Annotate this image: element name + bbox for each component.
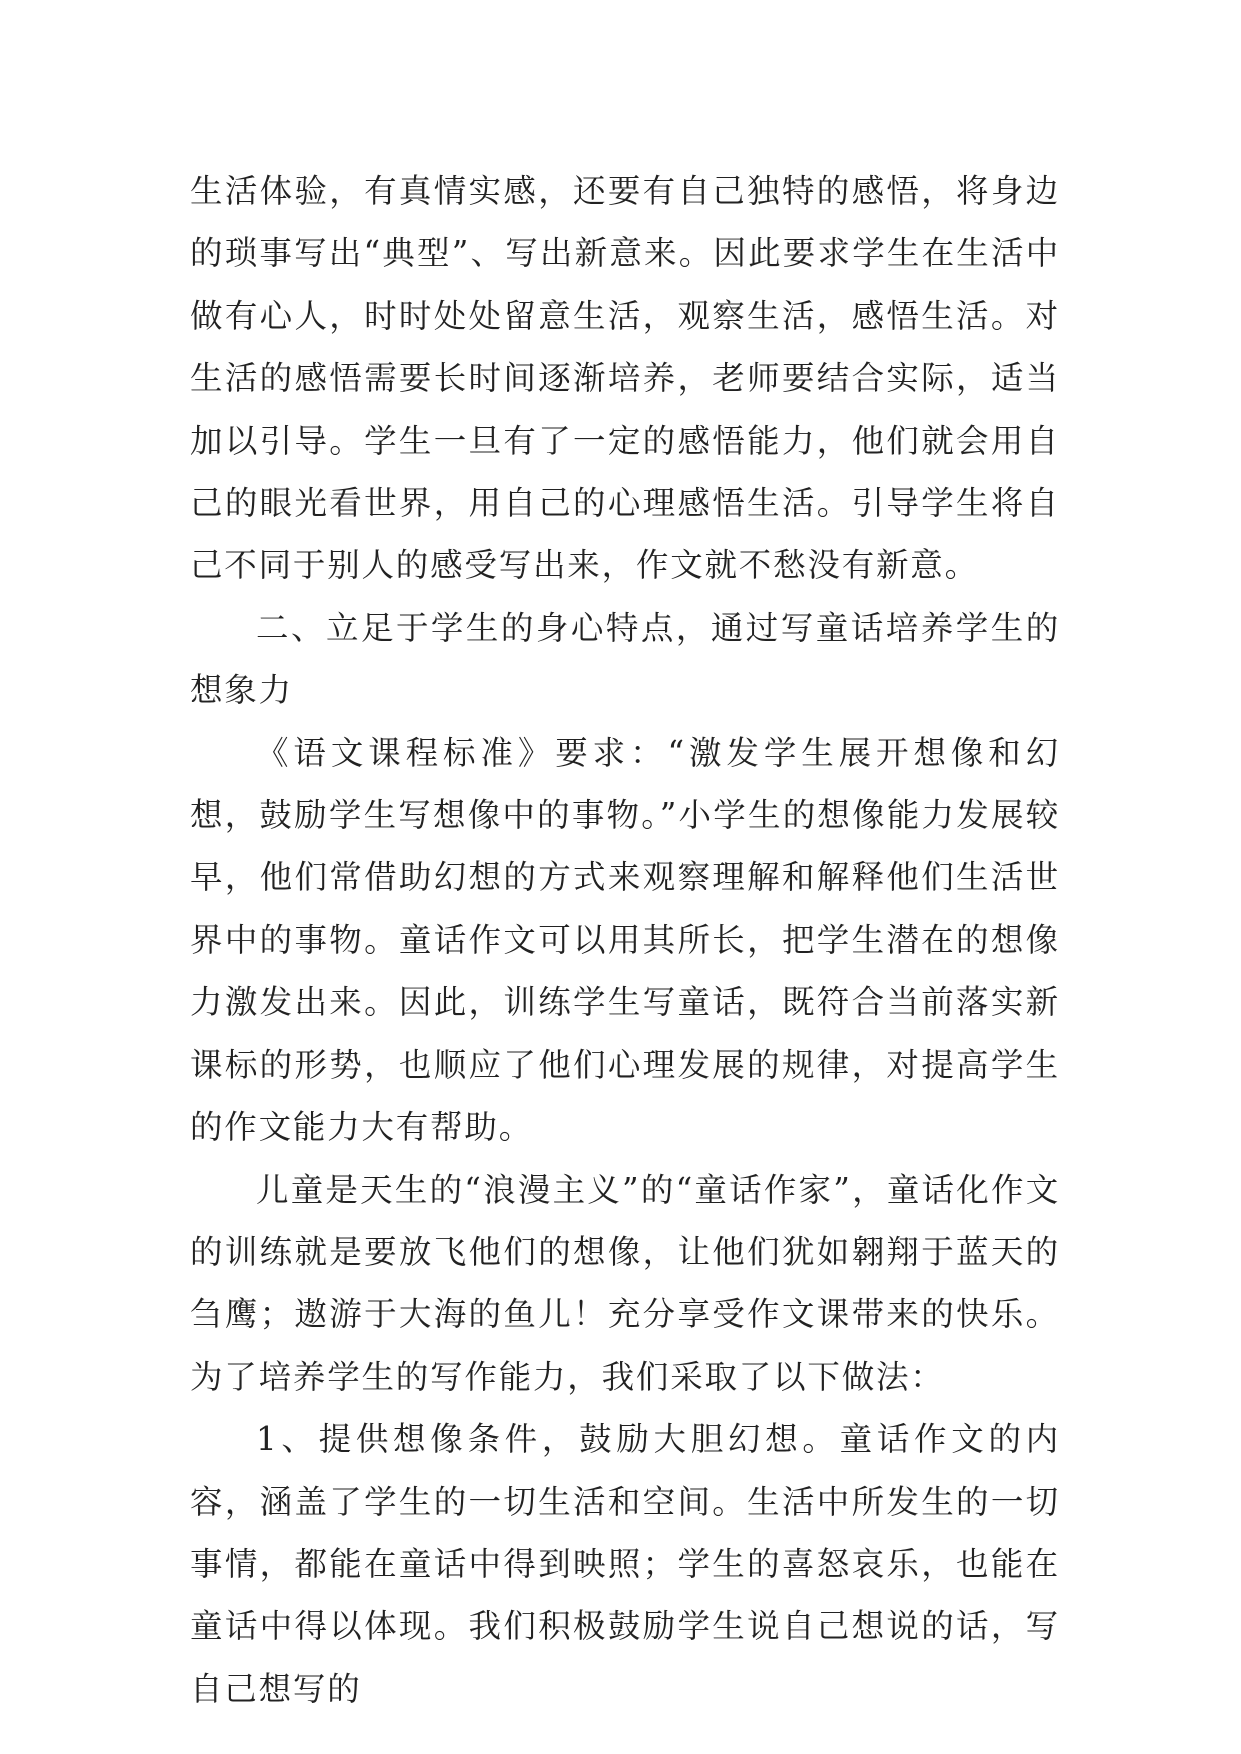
section-heading-2: 二、立足于学生的身心特点，通过写童话培养学生的想象力 (190, 608, 1060, 710)
paragraph-method-1: 1、提供想像条件，鼓励大胆幻想。童话作文的内容，涵盖了学生的一切生活和空间。生活中所发生的一切事情，都能在童话中得到映照；学生的喜怒哀乐，也能在童话中得以体现。我们积极鼓励学生说自己想说的话，写自己想写的 (190, 1420, 1060, 1708)
paragraph-curriculum-standard: 《语文课程标准》要求：“激发学生展开想像和幻想，鼓励学生写想像中的事物。”小学生的想像能力发展较早，他们常借助幻想的方式来观察理解和解释他们生活世界中的事物。童话作文可以用其所长，把学生潜在的想像力激发出来。因此，训练学生写童话，既符合当前落实新课标的形势，也顺应了他们心理发展的规律，对提高学生的作文能力大有帮助。 (190, 733, 1060, 1147)
body-text (190, 160, 1060, 1720)
paragraph-fairy-tale-writers: 儿童是天生的“浪漫主义”的“童话作家”，童话化作文的训练就是要放飞他们的想像，让他们犹如翱翔于蓝天的刍鹰；遨游于大海的鱼儿！充分享受作文课带来的快乐。为了培养学生的写作能力，我们采取了以下做法： (190, 1170, 1060, 1396)
paragraph-continuation: 生活体验，有真情实感，还要有自己独特的感悟，将身边的琐事写出“典型”、写出新意来。因此要求学生在生活中做有心人，时时处处留意生活，观察生活，感悟生活。对生活的感悟需要长时间逐渐培养，老师要结合实际，适当加以引导。学生一旦有了一定的感悟能力，他们就会用自己的眼光看世界，用自己的心理感悟生活。引导学生将自己不同于别人的感受写出来，作文就不愁没有新意。 (190, 172, 1060, 585)
